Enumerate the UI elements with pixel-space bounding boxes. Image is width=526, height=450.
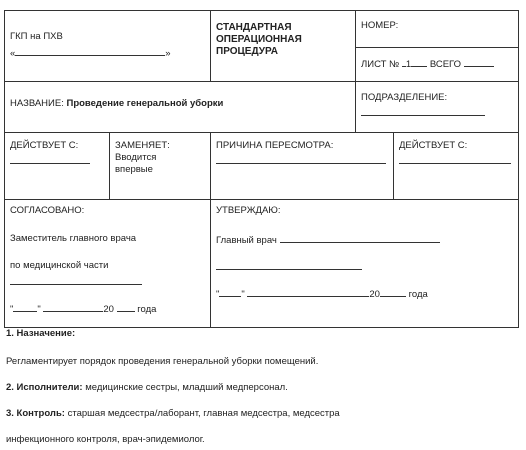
number-label: НОМЕР:: [361, 20, 399, 31]
section-3-continued: инфекционного контроля, врач-эпидемиолог.: [6, 434, 205, 445]
agreed-date: " " 20 года: [10, 303, 157, 315]
replaces-cell: ЗАМЕНЯЕТ: Вводится впервые: [115, 140, 170, 175]
col-divider: [210, 132, 211, 327]
sheet-line: ЛИСТ № 1 ВСЕГО: [361, 57, 494, 71]
col-divider: [393, 132, 394, 199]
row-divider: [5, 132, 518, 133]
org-date-line: « »: [10, 47, 171, 59]
sop-header-table: [4, 10, 519, 328]
division-cell: ПОДРАЗДЕЛЕНИЕ:: [361, 92, 485, 120]
section-1-title: 1. Назначение:: [6, 328, 76, 339]
section-2: 2. Исполнители: медицинские сестры, младший медперсонал.: [6, 382, 288, 393]
org-name: ГКП на ПХВ: [10, 31, 63, 42]
section-3: 3. Контроль: старшая медсестра/лаборант, главная медсестра, медсестра: [6, 408, 340, 419]
section-1-text: Регламентирует порядок проведения генеральной уборки помещений.: [6, 356, 319, 367]
row-divider: [5, 81, 518, 82]
revision-cell: ПРИЧИНА ПЕРЕСМОТРА:: [216, 140, 386, 168]
approve-cell: УТВЕРЖДАЮ: Главный врач " " 20 года: [216, 205, 440, 301]
row-divider: [5, 199, 518, 200]
cell-divider: [355, 47, 518, 48]
col-divider: [210, 11, 211, 81]
approve-date: " " 20 года: [216, 288, 428, 300]
agreed-cell: СОГЛАСОВАНО: Заместитель главного врача по медицинской части " " 20 года: [10, 205, 157, 315]
sheet-number: 1: [405, 59, 412, 70]
name-line: НАЗВАНИЕ: Проведение генеральной уборки: [10, 98, 224, 109]
procedure-name: Проведение генеральной уборки: [66, 98, 224, 109]
effective-cell: ДЕЙСТВУЕТ С:: [10, 140, 90, 168]
effective-cell-2: ДЕЙСТВУЕТ С:: [399, 140, 511, 168]
org-cell: [10, 31, 171, 60]
col-divider: [109, 132, 110, 199]
approve-signatory: Главный врач: [216, 233, 440, 247]
col-divider: [355, 11, 356, 132]
doc-title: СТАНДАРТНАЯ ОПЕРАЦИОННАЯ ПРОЦЕДУРА: [216, 22, 302, 57]
